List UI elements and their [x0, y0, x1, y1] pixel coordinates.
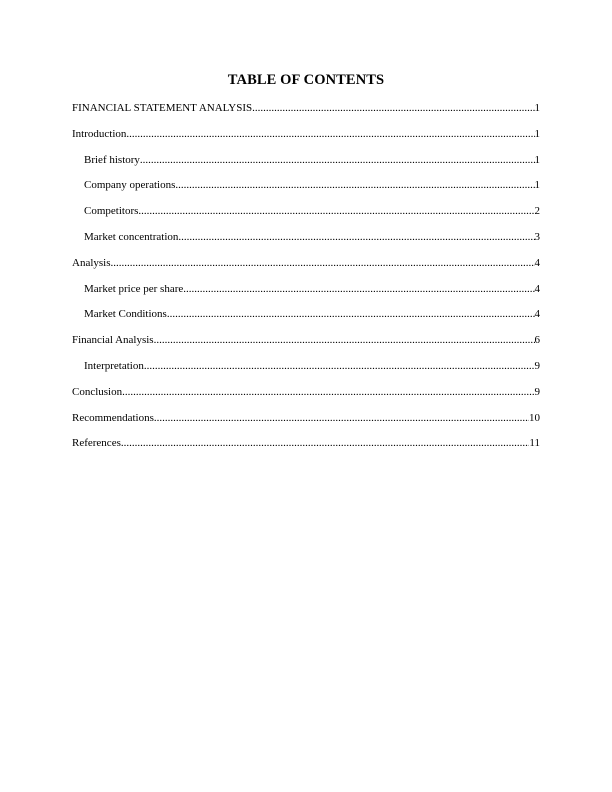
toc-dot-leader [252, 101, 534, 115]
toc-entry-label: Introduction [72, 127, 127, 140]
toc-entry-label: Market concentration [84, 230, 179, 243]
toc-page-number: 4 [534, 282, 540, 295]
toc-dot-leader [126, 127, 534, 141]
toc-entry-company-operations[interactable] [72, 178, 540, 204]
toc-page-number: 6 [534, 334, 540, 347]
toc-list [72, 101, 540, 462]
toc-dot-leader [122, 385, 534, 399]
toc-entry-label: Recommendations [72, 411, 154, 424]
toc-dot-leader [167, 307, 535, 321]
toc-page-number: 1 [534, 179, 540, 192]
toc-page-number: 10 [529, 411, 540, 424]
toc-entry-label: Competitors [84, 205, 139, 218]
toc-page-number: 9 [534, 385, 540, 398]
toc-entry-brief-history[interactable] [72, 153, 540, 179]
toc-entry-analysis[interactable] [72, 256, 540, 282]
toc-page-number: 2 [534, 205, 540, 218]
toc-dot-leader [140, 153, 535, 167]
toc-entry-financial-statement-analysis[interactable] [72, 101, 540, 127]
toc-entry-label: Brief history [84, 153, 140, 166]
toc-entry-references[interactable] [72, 436, 540, 462]
toc-entry-recommendations[interactable] [72, 411, 540, 437]
toc-dot-leader [154, 411, 529, 425]
toc-entry-market-concentration[interactable] [72, 230, 540, 256]
toc-dot-leader [178, 230, 534, 244]
toc-entry-introduction[interactable] [72, 127, 540, 153]
toc-entry-label: References [72, 437, 121, 450]
toc-page-number: 4 [534, 256, 540, 269]
toc-title: TABLE OF CONTENTS [227, 72, 385, 88]
toc-entry-interpretation[interactable] [72, 359, 540, 385]
toc-page-number: 1 [534, 127, 540, 140]
toc-entry-label: Company operations [84, 179, 176, 192]
toc-dot-leader [154, 333, 535, 347]
toc-entry-competitors[interactable] [72, 204, 540, 230]
toc-dot-leader [175, 178, 534, 192]
toc-dot-leader [111, 256, 535, 270]
toc-entry-label: Market Conditions [84, 308, 167, 321]
toc-dot-leader [138, 204, 534, 218]
toc-entry-financial-analysis[interactable] [72, 333, 540, 359]
toc-entry-label: Financial Analysis [72, 334, 154, 347]
toc-entry-label: Interpretation [84, 359, 144, 372]
toc-entry-market-price-per-share[interactable] [72, 282, 540, 308]
toc-dot-leader [144, 359, 535, 373]
toc-page-number: 3 [534, 230, 540, 243]
toc-page-number: 4 [534, 308, 540, 321]
toc-entry-label: FINANCIAL STATEMENT ANALYSIS [72, 102, 253, 114]
toc-page-number: 1 [534, 102, 540, 114]
toc-entry-label: Analysis [72, 256, 111, 269]
toc-entry-market-conditions[interactable] [72, 307, 540, 333]
toc-page-number: 1 [534, 153, 540, 166]
toc-entry-conclusion[interactable] [72, 385, 540, 411]
toc-page-number: 11 [529, 437, 540, 450]
toc-entry-label: Market price per share [84, 282, 184, 295]
toc-dot-leader [121, 436, 530, 450]
toc-dot-leader [183, 282, 534, 296]
toc-entry-label: Conclusion [72, 385, 123, 398]
toc-page-number: 9 [534, 359, 540, 372]
